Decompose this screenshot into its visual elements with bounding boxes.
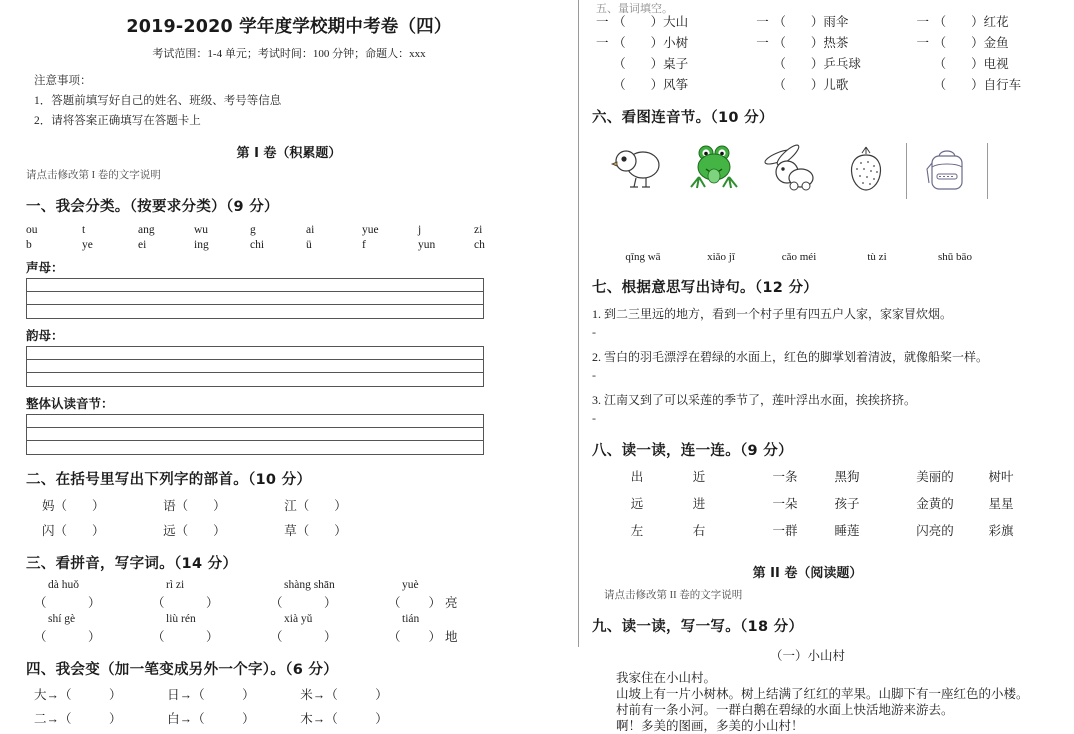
bracket-item[interactable]: 江（ ） <box>284 499 347 513</box>
answer-bracket[interactable] <box>270 627 388 645</box>
quantifier-prefix: 一 <box>756 36 769 50</box>
bracket-glyph: （ ） <box>270 630 338 644</box>
answer-bracket[interactable] <box>152 593 270 611</box>
quantifier-prefix: 一 <box>596 15 609 29</box>
reading-passage-body <box>616 670 1029 733</box>
answer-box-yunmu[interactable] <box>26 346 484 387</box>
pinyin-item: chi <box>250 239 265 251</box>
transform-item[interactable]: 日→（ ） <box>167 688 255 702</box>
section-3-pinyin-row-2 <box>34 613 566 625</box>
quantifier-item[interactable]: （ ）风筝 <box>613 78 689 92</box>
pinyin-label: liù rén <box>166 613 196 625</box>
quantifier-row-4 <box>590 75 1025 93</box>
answer-bracket[interactable] <box>388 627 506 645</box>
answer-box-label-zhengti: 整体认读音节： <box>26 396 114 411</box>
quantifier-item[interactable]: （ ）红花 <box>933 15 1009 29</box>
answer-bracket[interactable] <box>34 593 152 611</box>
pinyin-item: ei <box>138 239 147 251</box>
bracket-item[interactable]: 草（ ） <box>284 524 347 538</box>
section-3-grid <box>34 579 566 645</box>
pinyin-label: dà huǒ <box>48 579 79 591</box>
section-4-row-2 <box>34 709 566 727</box>
notice-item-1: 1．答题前填写好自己的姓名、班级、考号等信息 <box>34 95 282 107</box>
poem-answer-line-2[interactable]: - <box>592 368 596 382</box>
section-5-heading-clipped: 五、量词填空。 <box>596 3 673 15</box>
section-3-heading: 三、看拼音，写字词。（14 分） <box>26 556 238 572</box>
rule-line <box>27 292 483 305</box>
rule-line <box>27 415 483 428</box>
quantifier-item[interactable]: （ ）自行车 <box>933 78 1022 92</box>
match-word[interactable]: 树叶 <box>988 470 1014 484</box>
quantifier-item[interactable]: （ ）热茶 <box>773 36 849 50</box>
passage-line: 山坡上有一片小树林。树上结满了红红的苹果。山脚下有一座红色的小楼。 <box>616 687 1029 701</box>
pinyin-item: ing <box>194 239 209 251</box>
pinyin-choice[interactable]: cǎo méi <box>781 251 817 263</box>
answer-bracket[interactable] <box>388 593 506 611</box>
answer-box-label-shengmu: 声母： <box>26 260 64 275</box>
pinyin-choice[interactable]: xiǎo jī <box>707 251 735 263</box>
pinyin-pool-row-1 <box>26 224 566 236</box>
pinyin-label: shí gè <box>48 613 76 625</box>
pinyin-item: ai <box>306 224 315 236</box>
match-word[interactable]: 彩旗 <box>988 524 1014 538</box>
match-word[interactable]: 左 <box>630 524 644 538</box>
bracket-glyph: （ ） <box>152 630 220 644</box>
clipped-header-text <box>12 0 566 11</box>
rule-line <box>27 279 483 292</box>
answer-bracket[interactable] <box>152 627 270 645</box>
pinyin-label: xià yǔ <box>284 613 313 625</box>
bracket-glyph: （ ） <box>388 630 443 644</box>
quantifier-prefix: 一 <box>916 36 930 50</box>
match-word[interactable]: 出 <box>630 470 644 484</box>
pinyin-item: ang <box>138 224 155 236</box>
juan-1-note[interactable]: 请点击修改第 I 卷的文字说明 <box>26 170 161 181</box>
section-4-heading: 四、我会变（加一笔变成另外一个字）。（6 分） <box>26 662 339 678</box>
pinyin-item: b <box>26 239 32 251</box>
pinyin-label: tián <box>402 613 420 625</box>
passage-line: 啊！多美的图画，多美的小山村！ <box>616 719 804 733</box>
rabbit-icon[interactable] <box>752 137 828 199</box>
match-word[interactable]: 孩子 <box>834 497 860 511</box>
passage-line: 我家住在小山村。 <box>616 671 717 685</box>
pinyin-pool-row-2 <box>26 239 566 251</box>
match-word[interactable]: 美丽的 <box>916 470 954 484</box>
pinyin-item: t <box>82 224 86 236</box>
section-6-pinyin-choices <box>604 251 1004 263</box>
transform-item[interactable]: 二→（ ） <box>34 712 122 726</box>
quantifier-item[interactable]: （ ）电视 <box>933 57 1009 71</box>
quantifier-item[interactable]: （ ）雨伞 <box>773 15 849 29</box>
answer-box-label-yunmu: 韵母： <box>26 328 64 343</box>
pinyin-label: yuè <box>402 579 419 591</box>
match-group-2 <box>754 467 878 548</box>
strawberry-icon-svg <box>844 143 888 193</box>
pinyin-item: ye <box>82 239 93 251</box>
section-1-heading: 一、我会分类。（按要求分类）（9 分） <box>26 199 279 215</box>
quantifier-item[interactable]: （ ）金鱼 <box>933 36 1009 50</box>
transform-item[interactable]: 木→（ ） <box>300 712 388 726</box>
pinyin-item: f <box>362 239 366 251</box>
frog-icon[interactable] <box>676 137 752 199</box>
match-word[interactable]: 星星 <box>988 497 1014 511</box>
pinyin-item: ch <box>474 239 485 251</box>
answer-box-zhengti[interactable] <box>26 414 484 455</box>
match-group-1 <box>606 467 730 548</box>
match-column-right <box>968 467 1034 548</box>
notice-title: 注意事项： <box>34 75 92 87</box>
pinyin-item: j <box>418 224 422 236</box>
rule-line <box>27 347 483 360</box>
poem-clue-3: 3. 江南又到了可以采莲的季节了，莲叶浮出水面，挨挨挤挤。 <box>592 393 917 407</box>
rule-line <box>27 360 483 373</box>
pinyin-label: rì zi <box>166 579 185 591</box>
section-2-row-2 <box>42 521 566 539</box>
pinyin-item: yue <box>362 224 379 236</box>
poem-answer-line-1[interactable]: - <box>592 325 596 339</box>
quantifier-item[interactable]: （ ）儿歌 <box>773 78 849 92</box>
bracket-suffix: 地 <box>445 630 459 644</box>
section-2-heading: 二、在括号里写出下列字的部首。（10 分） <box>26 472 312 488</box>
match-column-right <box>668 467 730 548</box>
reading-passage-title: （一）小山村 <box>769 649 845 663</box>
match-column-left <box>902 467 968 548</box>
pinyin-item: ou <box>26 224 38 236</box>
quantifier-prefix: 一 <box>596 36 609 50</box>
juan-1-heading: 第 I 卷（积累题） <box>236 146 342 161</box>
page-title: 2019-2020 学年度学校期中考卷（四） <box>126 17 452 37</box>
bracket-item[interactable]: 妈（ ） <box>42 499 105 513</box>
section-3-bracket-row-1 <box>34 593 566 611</box>
quantifier-item[interactable]: （ ）乒乓球 <box>773 57 861 71</box>
section-3-bracket-row-2 <box>34 627 566 645</box>
match-word[interactable]: 一群 <box>772 524 798 538</box>
matching-exercise <box>606 467 1025 548</box>
pinyin-choice[interactable]: qīng wā <box>625 251 661 263</box>
juan-2-note[interactable]: 请点击修改第 II 卷的文字说明 <box>604 590 743 601</box>
chick-icon[interactable] <box>600 137 676 199</box>
match-column-left <box>606 467 668 548</box>
section-7-heading: 七、根据意思写出诗句。（12 分） <box>592 280 819 296</box>
frog-icon-svg <box>686 143 742 193</box>
rule-line <box>27 428 483 441</box>
section-2-row-1 <box>42 496 566 514</box>
poem-clue-2: 2. 雪白的羽毛漂浮在碧绿的水面上，红色的脚掌划着清波，就像船桨一样。 <box>592 350 989 364</box>
match-word[interactable]: 闪亮的 <box>916 524 954 538</box>
bracket-glyph: （ ） <box>34 596 102 610</box>
section-9-heading: 九、读一读，写一写。（18 分） <box>592 619 804 635</box>
pinyin-item: zi <box>474 224 483 236</box>
quantifier-row-3 <box>590 54 1025 72</box>
match-word[interactable]: 黑狗 <box>834 470 860 484</box>
quantifier-item[interactable]: （ ）大山 <box>613 15 689 29</box>
match-word[interactable]: 右 <box>692 524 706 538</box>
answer-bracket[interactable] <box>34 627 152 645</box>
poem-answer-line-3[interactable]: - <box>592 411 596 425</box>
quantifier-row-1 <box>590 12 1025 30</box>
quantifier-item[interactable]: （ ）小树 <box>613 36 689 50</box>
right-column <box>580 0 1035 733</box>
match-word[interactable]: 近 <box>692 470 706 484</box>
transform-item[interactable]: 白→（ ） <box>167 712 255 726</box>
pinyin-label: shàng shān <box>284 579 335 591</box>
match-word[interactable]: 进 <box>692 497 706 511</box>
match-column-left <box>754 467 816 548</box>
pinyin-pool <box>26 224 566 251</box>
bracket-glyph: （ ） <box>388 596 443 610</box>
quantifier-prefix: 一 <box>756 15 769 29</box>
rule-line <box>27 305 483 318</box>
bracket-glyph: （ ） <box>34 630 102 644</box>
backpack-icon[interactable] <box>909 137 985 199</box>
exam-subtitle: 考试范围：1-4 单元；考试时间：100 分钟；命题人：xxx <box>152 48 426 60</box>
bracket-glyph: （ ） <box>270 596 338 610</box>
match-word[interactable]: 一朵 <box>772 497 798 511</box>
section-6-heading: 六、看图连音节。（10 分） <box>592 110 774 126</box>
strawberry-icon[interactable] <box>828 137 904 199</box>
section-4-row-1 <box>34 685 566 703</box>
notice-item-2: 2．请将答案正确填写在答题卡上 <box>34 115 201 127</box>
column-divider <box>578 0 579 647</box>
bracket-item[interactable]: 闪（ ） <box>42 524 105 538</box>
poem-clue-1: 1. 到二三里远的地方，看到一个村子里有四五户人家，家家冒炊烟。 <box>592 307 953 321</box>
pinyin-item: g <box>250 224 256 236</box>
match-group-3 <box>902 467 1034 548</box>
rule-line <box>27 441 483 454</box>
picture-separator <box>906 143 907 199</box>
chick-icon-svg <box>610 145 666 191</box>
match-word[interactable]: 睡莲 <box>834 524 860 538</box>
juan-2-heading: 第 II 卷（阅读题） <box>752 566 863 581</box>
match-word[interactable]: 一条 <box>772 470 798 484</box>
match-column-right <box>816 467 878 548</box>
transform-item[interactable]: 大→（ ） <box>34 688 122 702</box>
pinyin-item: yun <box>418 239 436 251</box>
pinyin-choice[interactable]: tù zi <box>867 251 887 263</box>
quantifier-item[interactable]: （ ）桌子 <box>613 57 689 71</box>
answer-bracket[interactable] <box>270 593 388 611</box>
transform-item[interactable]: 米→（ ） <box>300 688 388 702</box>
bracket-item[interactable]: 语（ ） <box>163 499 226 513</box>
section-8-heading: 八、读一读，连一连。（9 分） <box>592 443 793 459</box>
section-3-pinyin-row-1 <box>34 579 566 591</box>
picture-strip <box>600 137 990 199</box>
backpack-icon-svg <box>924 143 970 193</box>
quantifier-prefix: 一 <box>916 15 930 29</box>
passage-line: 村前有一条小河。一群白鹅在碧绿的水面上快活地游来游去。 <box>616 703 954 717</box>
bracket-glyph: （ ） <box>152 596 220 610</box>
pinyin-item: ü <box>306 239 312 251</box>
rabbit-icon-svg <box>761 144 819 192</box>
bracket-suffix: 亮 <box>445 596 459 610</box>
section-5-quantifier-block <box>590 0 1025 93</box>
match-word[interactable]: 金黄的 <box>916 497 954 511</box>
quantifier-row-2 <box>590 33 1025 51</box>
pinyin-choice[interactable]: shū bāo <box>938 251 972 263</box>
picture-separator <box>987 143 988 199</box>
match-word[interactable]: 远 <box>630 497 644 511</box>
bracket-item[interactable]: 远（ ） <box>163 524 226 538</box>
rule-line <box>27 373 483 386</box>
pinyin-item: wu <box>194 224 209 236</box>
answer-box-shengmu[interactable] <box>26 278 484 319</box>
